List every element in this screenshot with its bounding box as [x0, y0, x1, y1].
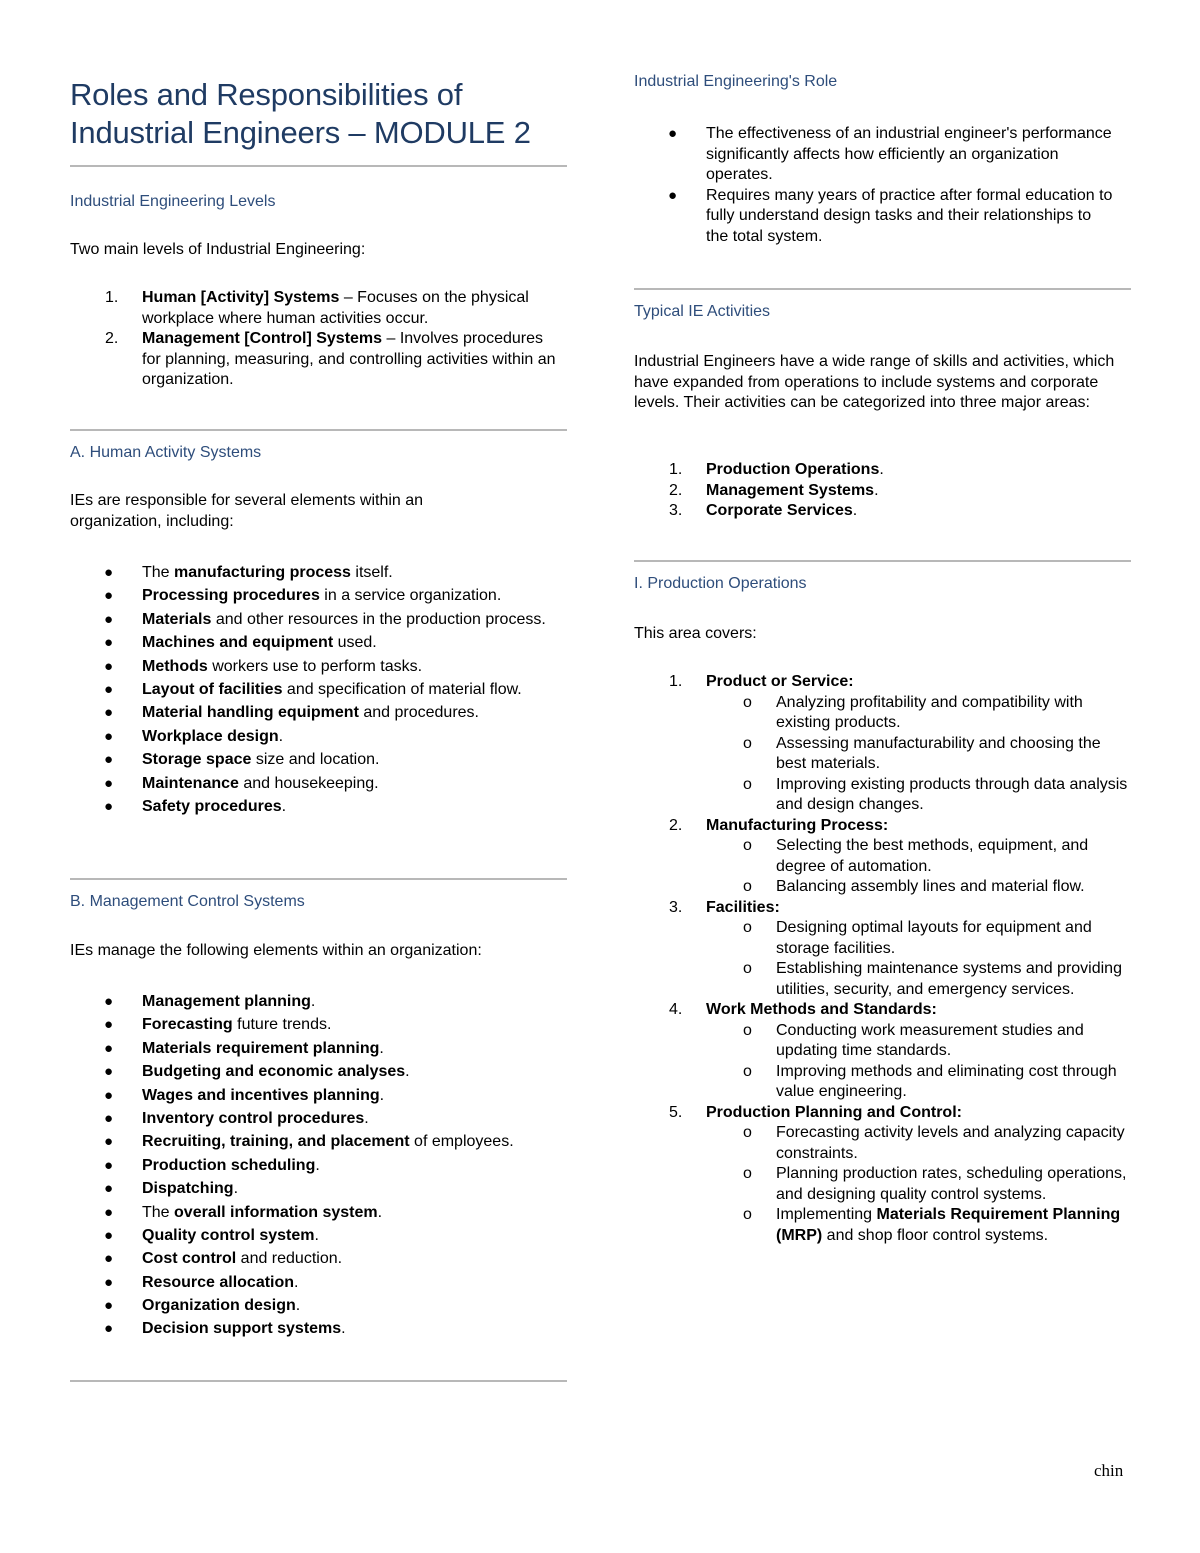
list-item: ● Materials and other resources in the production process. — [70, 610, 567, 631]
levels-intro: Two main levels of Industrial Engineering: — [70, 241, 366, 258]
sub-list-item: o Assessing manufacturability and choosing the best materials. — [743, 734, 1101, 772]
list-item: ● Decision support systems. — [70, 1319, 567, 1340]
list-item: ● Budgeting and economic analyses. — [70, 1062, 567, 1083]
levels-list — [70, 288, 560, 391]
sub-list-item: o Improving existing products through data analysis and design changes. — [743, 775, 1128, 813]
list-item: ● Quality control system. — [70, 1226, 567, 1247]
list-item: ● Material handling equipment and procedures. — [70, 703, 567, 724]
divider — [70, 429, 567, 431]
section-heading-human: A. Human Activity Systems — [70, 444, 262, 461]
divider — [70, 165, 567, 167]
sub-list-item: o Improving methods and eliminating cost through value engineering. — [743, 1062, 1117, 1100]
section-heading-production: I. Production Operations — [634, 575, 807, 592]
list-item: ● Wages and incentives planning. — [70, 1086, 567, 1107]
document-title — [70, 76, 531, 152]
footer-signature: chin — [1094, 1461, 1124, 1480]
sub-list-item: o Conducting work measurement studies and updating time standards. — [743, 1021, 1084, 1059]
list-item: 1. Human [Activity] Systems – Focuses on the physical workplace where human activities occur. — [105, 289, 529, 327]
section-heading-role: Industrial Engineering's Role — [634, 73, 838, 90]
list-item: 2. Management Systems. — [669, 481, 879, 499]
list-item: 3. Facilities: o Designing optimal layouts for equipment and storage facilities. o Establishing maintenance systems and providing utilities, security, and emergency services. — [634, 898, 1131, 1001]
list-item: ● The manufacturing process itself. — [70, 563, 567, 584]
list-item: ● Recruiting, training, and placement of employees. — [70, 1132, 567, 1153]
title-line-1: Roles and Responsibilities of — [70, 77, 463, 112]
list-item: 3. Corporate Services. — [669, 502, 858, 519]
list-item: ● Resource allocation. — [70, 1273, 567, 1294]
list-item: ● Dispatching. — [70, 1179, 567, 1200]
list-item: ● Workplace design. — [70, 727, 567, 748]
list-item: ● Requires many years of practice after formal education to fully understand design tasks and their relationships to the total system. — [634, 186, 1114, 248]
management-list — [70, 992, 567, 1343]
divider — [634, 560, 1131, 562]
list-item: ● Organization design. — [70, 1296, 567, 1317]
sub-list-item: o Analyzing profitability and compatibility with existing products. — [743, 693, 1083, 731]
sub-list-item: o Balancing assembly lines and material flow. — [743, 878, 1085, 895]
list-item: ● Cost control and reduction. — [70, 1249, 567, 1270]
sub-list-item: o Selecting the best methods, equipment, and degree of automation. — [743, 837, 1089, 875]
divider — [70, 878, 567, 880]
role-list — [634, 124, 1114, 247]
section-heading-typical: Typical IE Activities — [634, 303, 771, 320]
list-item: 5. Production Planning and Control: o Forecasting activity levels and analyzing capacity constraints. o Planning production rates, scheduling operations, and designing quality control systems. o Implementing Materials Requirement Planning (MRP) and shop floor control systems. — [634, 1103, 1131, 1247]
list-item: 4. Work Methods and Standards: o Conducting work measurement studies and updating time standards. o Improving methods and eliminating cost through value engineering. — [634, 1000, 1131, 1103]
list-item: ● Machines and equipment used. — [70, 633, 567, 654]
list-item: ● Processing procedures in a service organization. — [70, 586, 567, 607]
list-item: 2. Manufacturing Process: o Selecting the best methods, equipment, and degree of automation. o Balancing assembly lines and material flow. — [634, 816, 1131, 898]
sub-list-item: o Implementing Materials Requirement Planning (MRP) and shop floor control systems. — [743, 1206, 1121, 1244]
sub-list-item: o Establishing maintenance systems and providing utilities, security, and emergency services. — [743, 960, 1122, 998]
production-list — [634, 672, 1131, 1246]
typical-list — [634, 460, 1124, 522]
typical-intro: Industrial Engineers have a wide range of skills and activities, which have expanded from operations to include systems and corporate levels. Their activities can be categorized into three major areas: — [634, 353, 1115, 411]
list-item: ● Management planning. — [70, 992, 567, 1013]
list-item: ● Maintenance and housekeeping. — [70, 774, 567, 795]
list-item: ● Materials requirement planning. — [70, 1039, 567, 1060]
list-item: ● Layout of facilities and specification of material flow. — [70, 680, 567, 701]
list-item: ● The overall information system. — [70, 1203, 567, 1224]
list-item: 1. Product or Service: o Analyzing profitability and compatibility with existing products. o Assessing manufacturability and choosing the best materials. o Improving existing products through data analysis and design changes. — [634, 672, 1131, 816]
management-intro: IEs manage the following elements within an organization: — [70, 942, 482, 959]
list-item: ● Forecasting future trends. — [70, 1015, 567, 1036]
production-intro: This area covers: — [634, 625, 757, 642]
section-heading-management: B. Management Control Systems — [70, 893, 305, 910]
list-item: 1. Production Operations. — [669, 461, 884, 478]
list-item: ● The effectiveness of an industrial engineer's performance significantly affects how efficiently an organization operates. — [634, 124, 1114, 186]
sub-list-item: o Designing optimal layouts for equipment and storage facilities. — [743, 919, 1092, 957]
sub-list-item: o Forecasting activity levels and analyzing capacity constraints. — [743, 1124, 1125, 1162]
list-item: ● Methods workers use to perform tasks. — [70, 657, 567, 678]
list-item: ● Production scheduling. — [70, 1156, 567, 1177]
title-line-2: Industrial Engineers – MODULE 2 — [70, 115, 531, 150]
list-item: ● Inventory control procedures. — [70, 1109, 567, 1130]
sub-list-item: o Planning production rates, scheduling operations, and designing quality control systems. — [743, 1165, 1127, 1203]
divider — [70, 1380, 567, 1382]
divider — [634, 288, 1131, 290]
list-item: ● Safety procedures. — [70, 797, 567, 818]
human-list — [70, 563, 567, 820]
list-item: ● Storage space size and location. — [70, 750, 567, 771]
section-heading-levels: Industrial Engineering Levels — [70, 193, 276, 210]
list-item: 2. Management [Control] Systems – Involves procedures for planning, measuring, and controlling activities within an organization. — [105, 330, 556, 388]
human-intro: IEs are responsible for several elements within an organization, including: — [70, 492, 424, 530]
